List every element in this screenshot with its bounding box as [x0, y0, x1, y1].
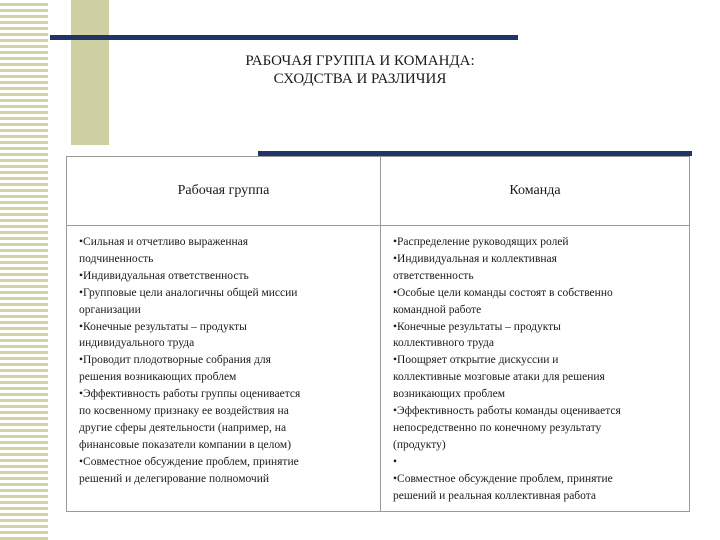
team-text-line: •Индивидуальная и коллективная	[393, 252, 557, 265]
team-text-line: •Совместное обсуждение проблем, принятие	[393, 472, 613, 485]
decorative-stripes	[0, 0, 48, 540]
team-text-line: (продукту)	[393, 438, 446, 451]
work-group-text-line: •Индивидуальная ответственность	[79, 269, 249, 282]
title-line-1: РАБОЧАЯ ГРУППА И КОМАНДА:	[245, 53, 475, 69]
team-text-line: коллективного труда	[393, 337, 494, 350]
slide-title	[180, 52, 540, 88]
work-group-text-line: •Сильная и отчетливо выраженная	[79, 236, 249, 248]
team-text-line: командной работе	[393, 303, 482, 316]
work-group-text-line: •Проводит плодотворные собрания для	[79, 354, 271, 367]
work-group-text-line: •Эффективность работы группы оценивается	[79, 388, 301, 401]
decorative-block	[71, 0, 109, 145]
header-team: Команда	[381, 157, 689, 226]
work-group-text-line: индивидуального труда	[79, 337, 195, 350]
team-text-line: возникающих проблем	[393, 388, 506, 401]
team-text-line: •	[393, 455, 398, 468]
team-text-line: ответственность	[393, 269, 474, 282]
work-group-text-line: решений и делегирование полномочий	[79, 472, 270, 485]
team-text-line: •Особые цели команды состоят в собственно	[393, 286, 613, 299]
team-text-line: •Эффективность работы команды оценивается	[393, 405, 621, 418]
team-text-line: решений и реальная коллективная работа	[393, 489, 597, 502]
work-group-text-line: по косвенному признаку ее воздействия на	[79, 405, 289, 418]
title-accent-bar	[50, 35, 518, 40]
work-group-cell	[67, 226, 381, 511]
team-text-line: коллективные мозговые атаки для решения	[393, 371, 605, 384]
comparison-table	[66, 156, 690, 512]
work-group-text-line: решения возникающих проблем	[79, 371, 237, 384]
work-group-text-line: подчиненность	[79, 252, 154, 265]
team-text-line: •Поощряет открытие дискуссии и	[393, 354, 559, 367]
team-text-line: непосредственно по конечному результату	[393, 421, 602, 434]
team-text-line: •Распределение руководящих ролей	[393, 236, 569, 248]
work-group-text-line: финансовые показатели компании в целом)	[79, 438, 292, 451]
header-work-group: Рабочая группа	[67, 157, 381, 226]
work-group-text-line: •Конечные результаты – продукты	[79, 320, 247, 333]
team-text-line: •Конечные результаты – продукты	[393, 320, 561, 333]
title-line-2: СХОДСТВА И РАЗЛИЧИЯ	[273, 71, 447, 87]
team-cell	[381, 226, 689, 511]
work-group-text-line: •Групповые цели аналогичны общей миссии	[79, 286, 298, 299]
work-group-text-line: другие сферы деятельности (например, на	[79, 421, 287, 434]
work-group-text-line: •Совместное обсуждение проблем, принятие	[79, 455, 299, 468]
work-group-text-line: организации	[79, 303, 141, 316]
